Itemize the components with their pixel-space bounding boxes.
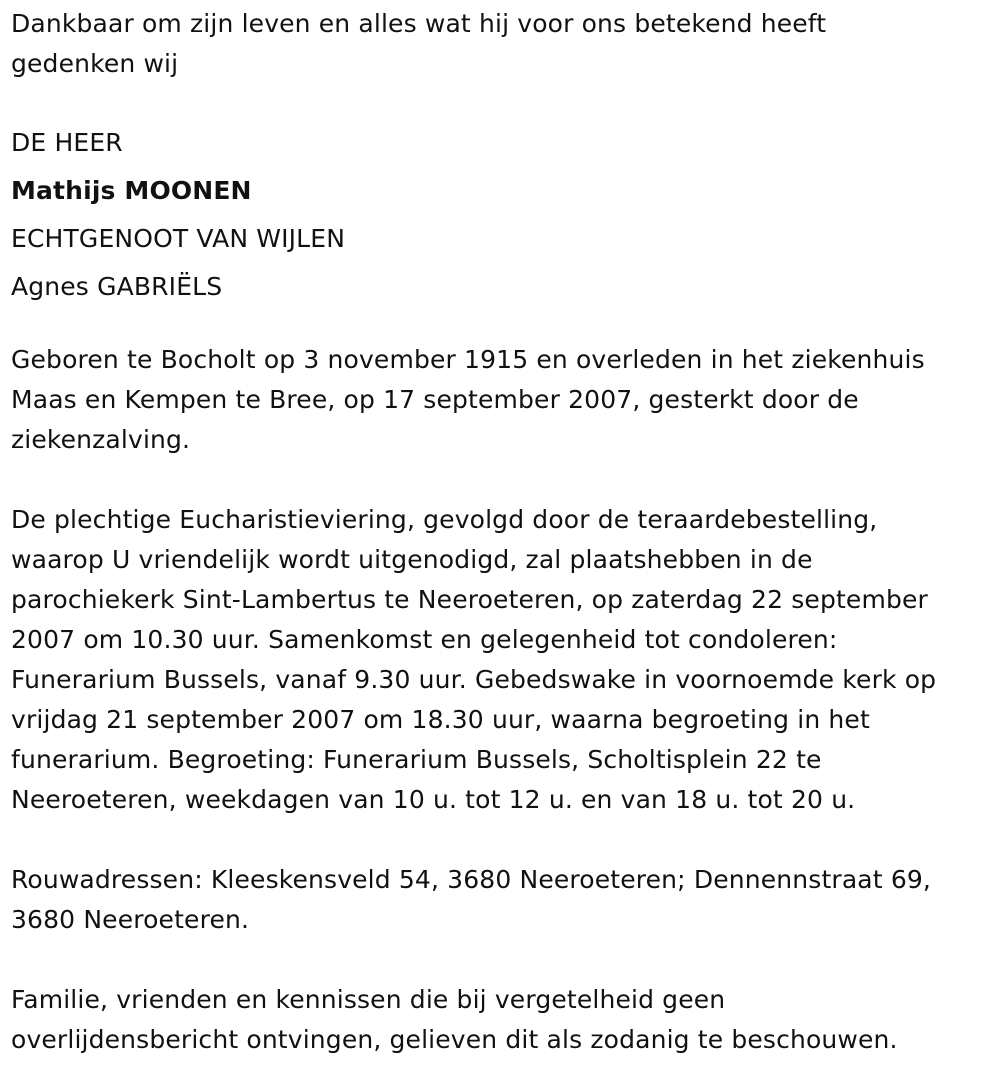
paragraph-line: funerarium. Begroeting: Funerarium Bussels, Scholtisplein 22 te (11, 745, 822, 774)
paragraph-line: Familie, vrienden en kennissen die bij vergetelheid geen (11, 985, 726, 1014)
ceremony-paragraph (11, 500, 1000, 820)
paragraph-line: parochiekerk Sint-Lambertus te Neeroeteren, op zaterdag 22 september (11, 585, 928, 614)
paragraph-line: Neeroeteren, weekdagen van 10 u. tot 12 u. en van 18 u. tot 20 u. (11, 785, 856, 814)
paragraph-line: Funerarium Bussels, vanaf 9.30 uur. Gebedswake in voornoemde kerk op (11, 665, 937, 694)
deceased-block (11, 119, 1000, 311)
addresses-paragraph (11, 860, 1000, 940)
paragraph-line: waarop U vriendelijk wordt uitgenodigd, zal plaatshebben in de (11, 545, 813, 574)
paragraph-line: 2007 om 10.30 uur. Samenkomst en gelegenheid tot condoleren: (11, 625, 838, 654)
closing-paragraph (11, 980, 1000, 1060)
honorific-title: DE HEER (11, 128, 123, 157)
paragraph-line: ziekenzalving. (11, 425, 191, 454)
spouse-name: Agnes GABRIËLS (11, 272, 223, 301)
paragraph-line: 3680 Neeroeteren. (11, 905, 250, 934)
paragraph-line: De plechtige Eucharistieviering, gevolgd door de teraardebestelling, (11, 505, 878, 534)
intro-line: Dankbaar om zijn leven en alles wat hij voor ons betekend heeft (11, 9, 827, 38)
paragraph-line: overlijdensbericht ontvingen, gelieven dit als zodanig te beschouwen. (11, 1025, 898, 1054)
relation-label: ECHTGENOOT VAN WIJLEN (11, 224, 346, 253)
deceased-name: Mathijs MOONEN (11, 176, 252, 205)
birth-death-paragraph (11, 340, 1000, 460)
paragraph-line: vrijdag 21 september 2007 om 18.30 uur, waarna begroeting in het (11, 705, 870, 734)
paragraph-line: Maas en Kempen te Bree, op 17 september 2007, gesterkt door de (11, 385, 859, 414)
intro-paragraph (11, 4, 1000, 84)
intro-line: gedenken wij (11, 49, 179, 78)
paragraph-line: Geboren te Bocholt op 3 november 1915 en overleden in het ziekenhuis (11, 345, 925, 374)
paragraph-line: Rouwadressen: Kleeskensveld 54, 3680 Neeroeteren; Dennennstraat 69, (11, 865, 932, 894)
